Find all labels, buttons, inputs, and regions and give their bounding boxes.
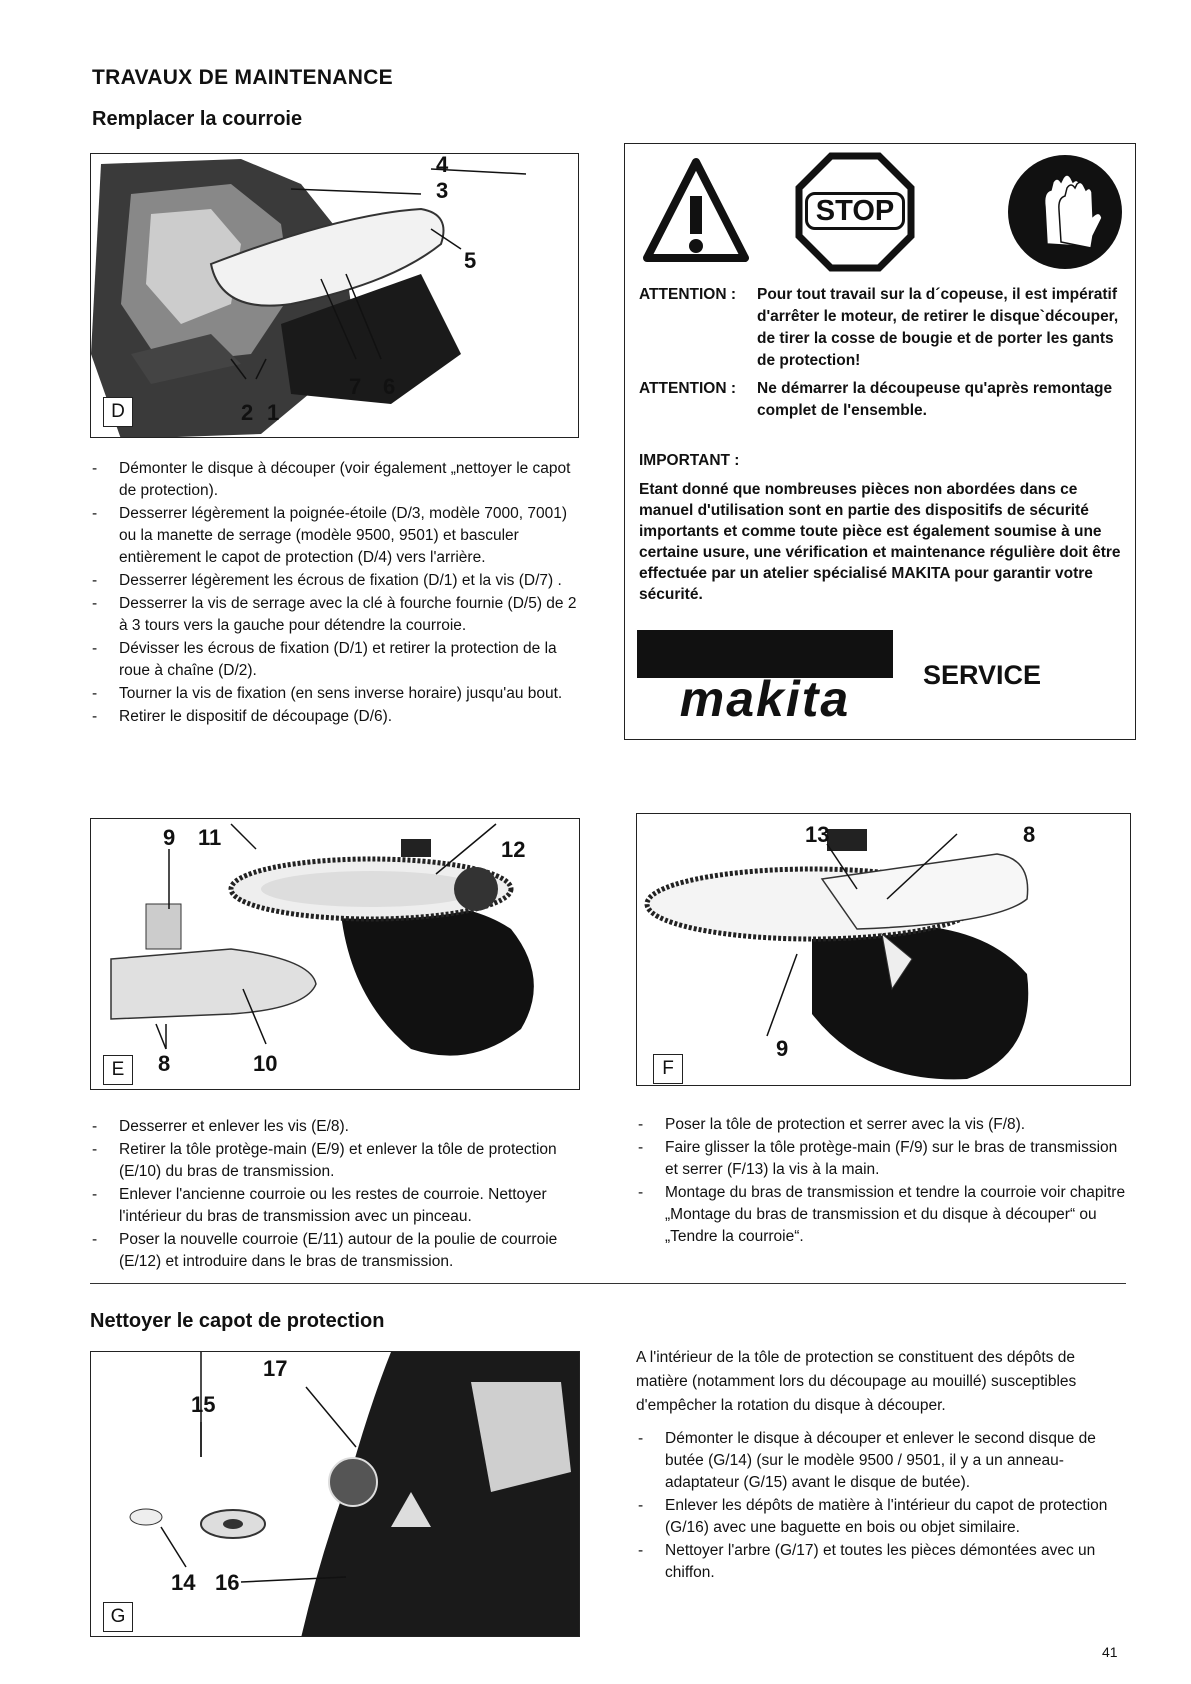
- figure-e-steps: [90, 1116, 580, 1273]
- page-number: 41: [1102, 1644, 1118, 1660]
- callout-e-9: 9: [163, 825, 176, 850]
- list-item: - Desserrer légèrement la poignée-étoile (D/3, modèle 7000, 7001) ou la manette de serrage (modèle 9500, 9501) et basculer entièrement le capot de protection (D/4) vers l'arrière.: [90, 503, 580, 569]
- figure-f: [636, 813, 1131, 1086]
- service-label: SERVICE: [923, 660, 1042, 690]
- attention-text-2: Ne démarrer la découpeuse qu'après remontage complet de l'ensemble.: [757, 380, 1113, 419]
- list-item: - Retirer la tôle protège-main (E/9) et enlever la tôle de protection (E/10) du bras de transmission.: [90, 1139, 580, 1183]
- attention-text-1: Pour tout travail sur la d´copeuse, il est impératif d'arrêter le moteur, de retirer le disque`découper, de tirer la cosse de bougie et de porter les gants de protection!: [757, 286, 1119, 369]
- list-item: - Desserrer et enlever les vis (E/8).: [90, 1116, 580, 1138]
- callout-g-15: 15: [191, 1392, 216, 1417]
- figure-e-letter: E: [103, 1055, 133, 1085]
- callout-d-7: 7: [349, 374, 362, 399]
- list-item: - Dévisser les écrous de fixation (D/1) et retirer la protection de la roue à chaîne (D/2).: [90, 638, 580, 682]
- makita-logo: [637, 630, 893, 726]
- callout-d-2: 2: [241, 400, 254, 425]
- belt-removal-steps: [90, 458, 580, 728]
- figure-d-illustration: [91, 154, 579, 438]
- figure-g-illustration: [91, 1352, 580, 1637]
- callout-e-11: 11: [198, 825, 222, 850]
- callout-e-8: 8: [158, 1051, 171, 1076]
- warning-triangle-icon: [641, 154, 751, 269]
- figure-f-steps: [636, 1114, 1126, 1248]
- callout-d-3: 3: [436, 178, 449, 203]
- important-text: Etant donné que nombreuses pièces non abordées dans ce manuel d'utilisation sont en partie des dispositifs de sécurité importants et comme toute pièce est également soumise à une certaine usure, une vérification et maintenance régulière doit être effectuée par un atelier spécialisé MAKITA pour garantir votre sécurité.: [639, 481, 1121, 603]
- list-item: - Desserrer légèrement les écrous de fixation (D/1) et la vis (D/7) .: [90, 570, 580, 592]
- list-item: - Montage du bras de transmission et tendre la courroie voir chapitre „Montage du bras de transmission et du disque à découper“ ou „Tendre la courroie“.: [636, 1182, 1126, 1248]
- list-item: - Démonter le disque à découper et enlever le second disque de butée (G/14) (sur le modèle 9500 / 9501, il y a un anneau-adaptateur (G/15) avant le disque de butée).: [636, 1428, 1126, 1494]
- figure-d: [90, 153, 579, 438]
- page-title: TRAVAUX DE MAINTENANCE: [92, 66, 393, 89]
- list-item: - Enlever l'ancienne courroie ou les restes de courroie. Nettoyer l'intérieur du bras de transmission avec un pinceau.: [90, 1184, 580, 1228]
- section-heading-belt: Remplacer la courroie: [92, 108, 303, 130]
- attention-label-1: ATTENTION :: [639, 286, 737, 303]
- list-item: - Enlever les dépôts de matière à l'intérieur du capot de protection (G/16) avec une baguette en bois ou objet similaire.: [636, 1495, 1126, 1539]
- callout-e-10: 10: [253, 1051, 278, 1076]
- callout-e-12: 12: [501, 837, 526, 862]
- list-item: - Poser la tôle de protection et serrer avec la vis (F/8).: [636, 1114, 1126, 1136]
- figure-f-illustration: [637, 814, 1131, 1086]
- warning-box: [624, 143, 1136, 740]
- callout-f-8: 8: [1023, 822, 1036, 847]
- list-item: - Tourner la vis de fixation (en sens inverse horaire) jusqu'au bout.: [90, 683, 580, 705]
- section-divider: [90, 1283, 1126, 1284]
- stop-sign-icon: [795, 152, 915, 272]
- list-item: - Poser la nouvelle courroie (E/11) autour de la poulie de courroie (E/12) et introduire dans le bras de transmission.: [90, 1229, 580, 1273]
- figure-e: [90, 818, 580, 1090]
- important-title: IMPORTANT :: [639, 452, 740, 469]
- guard-intro: A l'intérieur de la tôle de protection se constituent des dépôts de matière (notamment lors du découpage au mouillé) susceptibles d'empêcher la rotation du disque à découper.: [636, 1349, 1077, 1414]
- attention-label-2: ATTENTION :: [639, 380, 737, 397]
- callout-d-4: 4: [436, 153, 449, 177]
- makita-logo-text: makita: [679, 671, 851, 727]
- callout-f-9: 9: [776, 1036, 789, 1061]
- guard-cleaning-steps: [636, 1428, 1126, 1584]
- list-item: - Retirer le dispositif de découpage (D/6).: [90, 706, 580, 728]
- figure-f-letter: F: [653, 1054, 683, 1084]
- callout-g-14: 14: [171, 1570, 196, 1595]
- section-heading-guard: Nettoyer le capot de protection: [90, 1310, 385, 1332]
- list-item: - Faire glisser la tôle protège-main (F/9) sur le bras de transmission et serrer (F/13) la vis à la main.: [636, 1137, 1126, 1181]
- callout-f-13: 13: [805, 822, 830, 847]
- figure-g-letter: G: [103, 1602, 133, 1632]
- callout-g-16: 16: [215, 1570, 240, 1595]
- stop-label: STOP: [805, 192, 905, 230]
- figure-d-letter: D: [103, 397, 133, 427]
- callout-d-1: 1: [267, 400, 280, 425]
- list-item: - Desserrer la vis de serrage avec la clé à fourche fournie (D/5) de 2 à 3 tours vers la gauche pour détendre la courroie.: [90, 593, 580, 637]
- callout-d-6: 6: [383, 374, 396, 399]
- callout-d-5: 5: [464, 248, 477, 273]
- gloves-icon: [1005, 152, 1125, 272]
- list-item: - Nettoyer l'arbre (G/17) et toutes les pièces démontées avec un chiffon.: [636, 1540, 1126, 1584]
- callout-g-17: 17: [263, 1356, 288, 1381]
- list-item: - Démonter le disque à découper (voir également „nettoyer le capot de protection).: [90, 458, 580, 502]
- figure-g: [90, 1351, 580, 1637]
